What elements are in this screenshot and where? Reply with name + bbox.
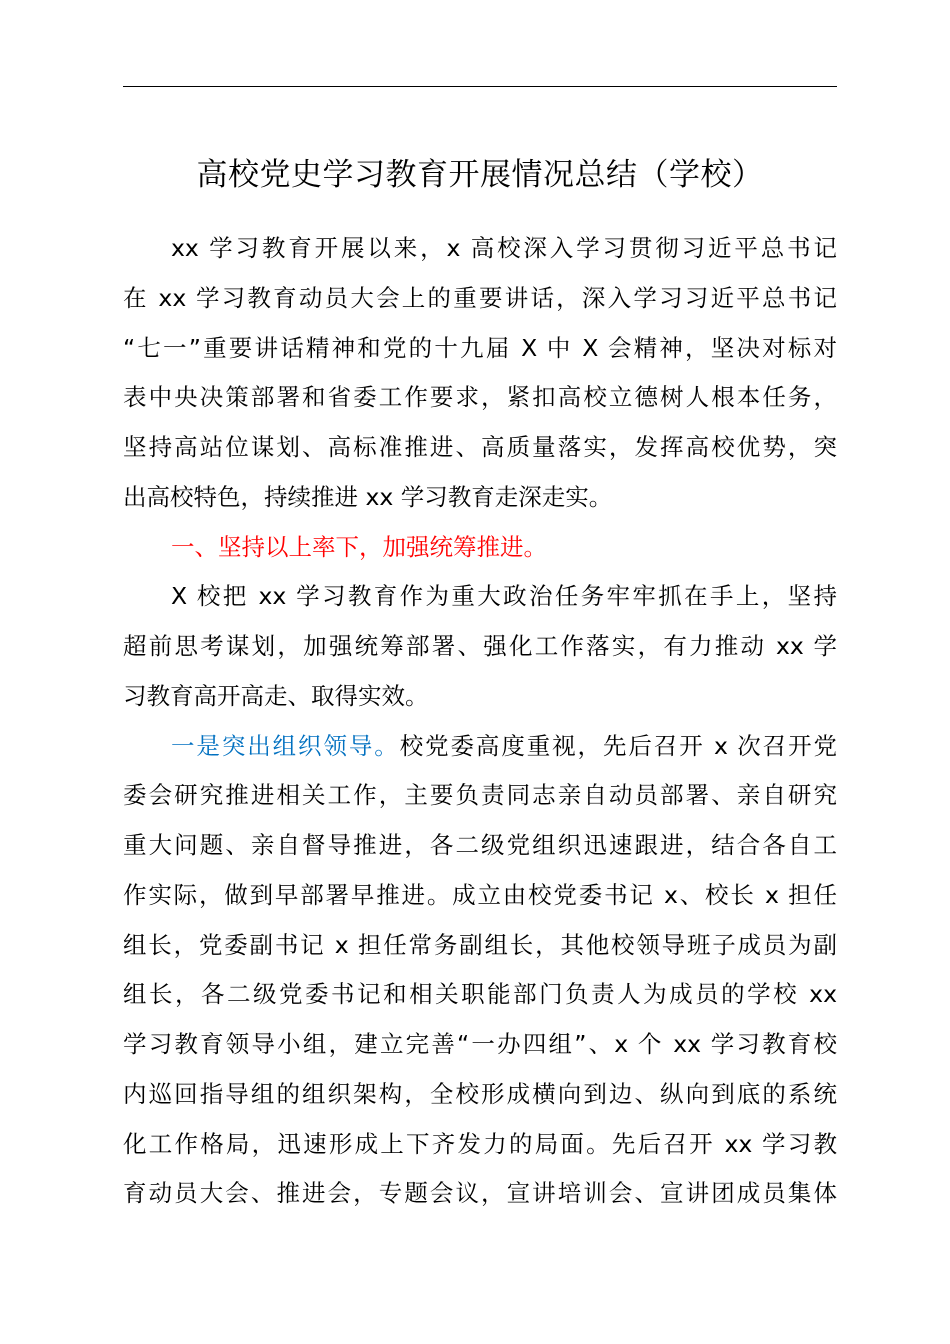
paragraph-3-line: 作实际，做到早部署早推进。成立由校党委书记 x、校长 x 担任	[123, 880, 837, 909]
paragraph-3-line: 学习教育领导小组，建立完善“一办四组”、x 个 xx 学习教育校	[123, 1030, 837, 1058]
document-body	[123, 224, 837, 1219]
paragraph-3-line: 组长，党委副书记 x 担任常务副组长，其他校领导班子成员为副	[123, 930, 837, 959]
paragraph-3-line: 重大问题、亲自督导推进，各二级党组织迅速跟进，结合各自工	[123, 831, 837, 859]
paragraph-1-line: xx 学习教育开展以来，x 高校深入学习贯彻习近平总书记	[171, 234, 837, 262]
paragraph-1-line: 在 xx 学习教育动员大会上的重要讲话，深入学习习近平总书记	[123, 283, 837, 312]
paragraph-3-line	[123, 722, 837, 772]
paragraph-3-lead: 一是突出组织领导。	[171, 731, 400, 760]
paragraph-1-line: 表中央决策部署和省委工作要求，紧扣高校立德树人根本任务，	[123, 383, 837, 412]
section-1-heading: 一、坚持以上率下，加强统筹推进。	[171, 532, 547, 561]
paragraph-2-line: 习教育高开高走、取得实效。	[123, 681, 429, 710]
paragraph-2-line: X 校把 xx 学习教育作为重大政治任务牢牢抓在手上，坚持	[171, 582, 837, 611]
paragraph-3-line: 育动员大会、推进会，专题会议，宣讲培训会、宣讲团成员集体	[123, 1179, 837, 1208]
paragraph-3-line: 内巡回指导组的组织架构，全校形成横向到边、纵向到底的系统	[123, 1079, 837, 1108]
paragraph-3-line: 委会研究推进相关工作，主要负责同志亲自动员部署、亲自研究	[123, 781, 837, 810]
paragraph-3-first-rest: 校党委高度重视，先后召开 x 次召开党	[399, 731, 837, 760]
paragraph-1-line: 出高校特色，持续推进 xx 学习教育走深走实。	[123, 482, 613, 511]
header-rule	[123, 86, 837, 87]
paragraph-3-line: 组长，各二级党委书记和相关职能部门负责人为成员的学校 xx	[123, 980, 837, 1009]
paragraph-1-line: 坚持高站位谋划、高标准推进、高质量落实，发挥高校优势，突	[123, 433, 837, 461]
document-title: 高校党史学习教育开展情况总结（学校）	[196, 157, 764, 193]
paragraph-2-line: 超前思考谋划，加强统筹部署、强化工作落实，有力推动 xx 学	[123, 632, 837, 660]
paragraph-1-line: “七一”重要讲话精神和党的十九届 X 中 X 会精神，坚决对标对	[123, 333, 837, 362]
paragraph-3-line: 化工作格局，迅速形成上下齐发力的局面。先后召开 xx 学习教	[123, 1129, 837, 1158]
